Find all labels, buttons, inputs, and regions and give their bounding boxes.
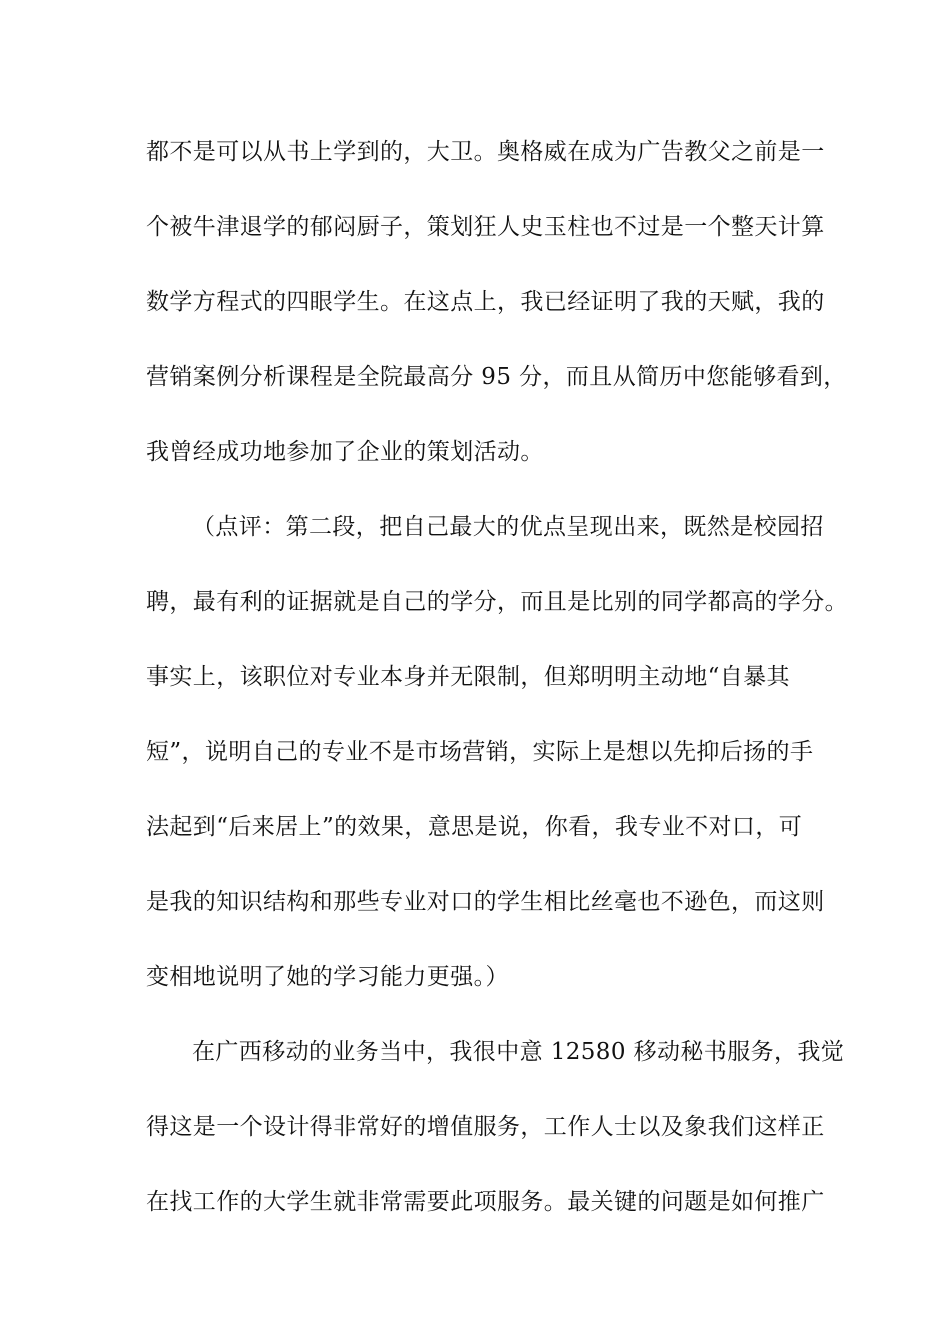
text-line: （点评：第二段，把自己最大的优点呈现出来，既然是校园招 [192,514,824,540]
text-line: 营销案例分析课程是全院最高分 95 分，而且从简历中您能够看到， [146,364,847,390]
text-line: 我曾经成功地参加了企业的策划活动。 [146,439,544,465]
text-line: 是我的知识结构和那些专业对口的学生相比丝毫也不逊色，而这则 [146,889,825,915]
text-line: 得这是一个设计得非常好的增值服务，工作人士以及象我们这样正 [146,1114,825,1140]
text-line: 数学方程式的四眼学生。在这点上，我已经证明了我的天赋，我的 [146,289,825,315]
text-line: 都不是可以从书上学到的，大卫。奥格威在成为广告教父之前是一 [146,139,825,165]
text-line: 事实上，该职位对专业本身并无限制，但郑明明主动地“自暴其 [146,664,790,690]
text-line: 在广西移动的业务当中，我很中意 12580 移动秘书服务，我觉 [192,1039,845,1065]
text-line: 聘，最有利的证据就是自己的学分，而且是比别的同学都高的学分。 [146,589,848,615]
text-line: 变相地说明了她的学习能力更强。） [146,964,509,990]
text-line: 在找工作的大学生就非常需要此项服务。最关键的问题是如何推广 [146,1189,825,1215]
text-line: 法起到“后来居上”的效果，意思是说，你看，我专业不对口，可 [146,814,803,840]
text-line: 个被牛津退学的郁闷厨子，策划狂人史玉柱也不过是一个整天计算 [146,214,825,240]
text-line: 短”，说明自己的专业不是市场营销，实际上是想以先抑后扬的手 [146,739,814,765]
